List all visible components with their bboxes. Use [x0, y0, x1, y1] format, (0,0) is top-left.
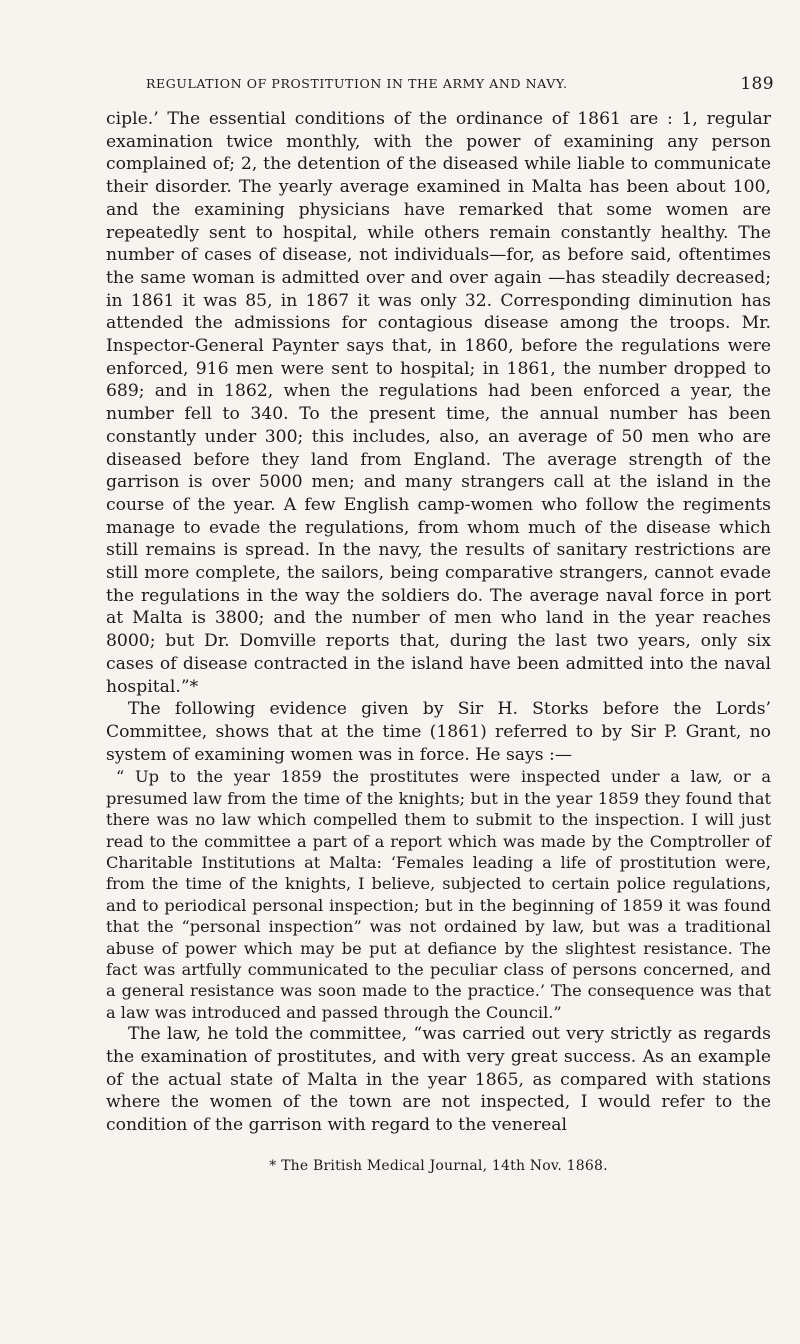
- running-head: REGULATION OF PROSTITUTION IN THE ARMY AND NAVY.: [146, 76, 568, 91]
- page-number: 189: [740, 74, 774, 94]
- footnote: * The British Medical Journal, 14th Nov. 1868.: [269, 1158, 608, 1174]
- paragraph-law-committee: The law, he told the committee, “was carried out very strictly as regards the examination of prostitutes, and with very great success. As an example of the actual state of Malta in the year 1865, as compared with stations where the women of the town are not inspected, I would refer to the condition of the garrison with regard to the venereal: [106, 1024, 771, 1136]
- paragraph-storks-evidence: The following evidence given by Sir H. Storks before the Lords’ Committee, shows that at the time (1861) referred to by Sir P. Grant, no system of examining women was in force. He says :—: [106, 699, 771, 765]
- body-text: [106, 108, 771, 1137]
- page-header: [146, 70, 786, 94]
- paragraph-storks-quote: “ Up to the year 1859 the prostitutes were inspected under a law, or a presumed law from the time of the knights; but in the year 1859 they found that there was no law which compelled them to submit to the inspection. I will just read to the committee a part of a report which was made by the Comptroller of Charitable Institutions at Malta: ‘Females leading a life of prostitution were, from the time of the knights, I believe, subjected to certain police regulations, and to periodical personal inspection; but in the beginning of 1859 it was found that the “personal inspection” was not ordained by law, but was a traditional abuse of power which may be put at defiance by the slightest resistance. The fact was artfully communicated to the peculiar class of persons concerned, and a general resistance was soon made to the practice.’ The consequence was that a law was introduced and passed through the Council.”: [106, 767, 771, 1022]
- paragraph-malta-ordinance: ciple.’ The essential conditions of the ordinance of 1861 are : 1, regular examination twice monthly, with the power of examining any person complained of; 2, the detention of the diseased while liable to communicate their disorder. The yearly average examined in Malta has been about 100, and the examining physicians have remarked that some women are repeatedly sent to hospital, while others remain constantly healthy. The number of cases of disease, not individuals—for, as before said, oftentimes the same woman is admitted over and over again —has steadily decreased; in 1861 it was 85, in 1867 it was only 32. Corresponding diminution has attended the admissions for contagious disease among the troops. Mr. Inspector-General Paynter says that, in 1860, before the regulations were enforced, 916 men were sent to hospital; in 1861, the number dropped to 689; and in 1862, when the regulations had been enforced a year, the number fell to 340. To the present time, the annual number has been constantly under 300; this includes, also, an average of 50 men who are diseased before they land from England. The average strength of the garrison is over 5000 men; and many strangers call at the island in the course of the year. A few English camp-women who follow the regiments manage to evade the regulations, from whom much of the disease which still remains is spread. In the navy, the results of sanitary restrictions are still more complete, the sailors, being comparative strangers, cannot evade the regulations in the way the soldiers do. The average naval force in port at Malta is 3800; and the number of men who land in the year reaches 8000; but Dr. Domville reports that, during the last two years, only six cases of disease contracted in the island have been admitted into the naval hospital.”*: [106, 109, 771, 697]
